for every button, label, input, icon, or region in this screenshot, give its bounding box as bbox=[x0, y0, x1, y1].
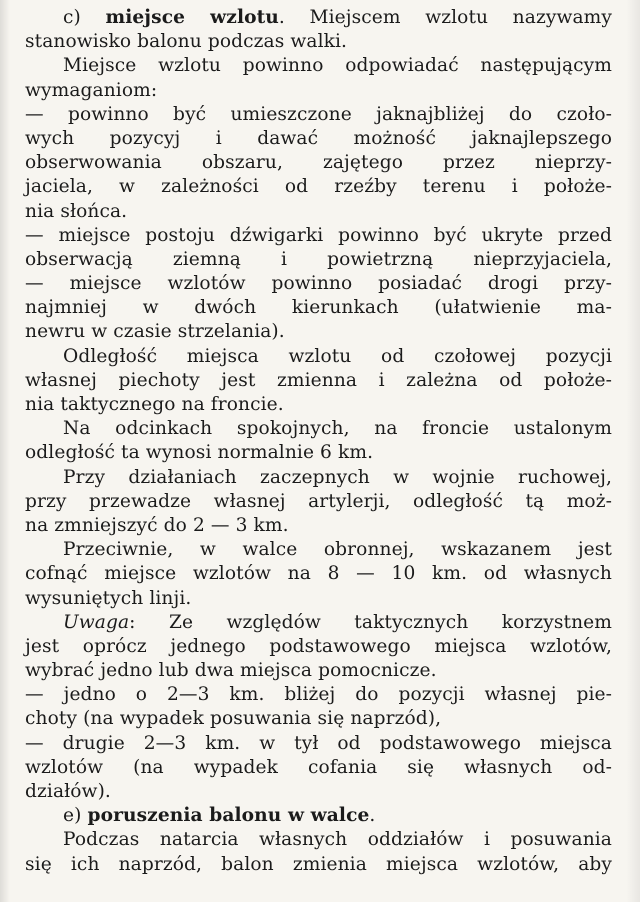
text-line bbox=[25, 828, 612, 852]
text-segment: Odległość miejsca wzlotu od czołowej pozycji bbox=[63, 345, 612, 367]
text-line bbox=[25, 514, 612, 538]
text-line bbox=[25, 538, 612, 562]
text-line bbox=[25, 320, 612, 344]
text-segment: najmniej w dwóch kierunkach (ułatwienie ma- bbox=[25, 297, 612, 319]
text-line bbox=[25, 611, 612, 635]
text-segment: — jedno o 2—3 km. bliżej do pozycji własnej pie- bbox=[25, 684, 612, 706]
text-segment: obserwowania obszaru, zajętego przez nieprzy- bbox=[25, 152, 612, 174]
text-segment: nia taktycznego na froncie. bbox=[25, 394, 284, 415]
text-segment: Przeciwnie, w walce obronnej, wskazanem jest bbox=[63, 539, 612, 561]
text-line bbox=[25, 6, 612, 30]
text-line bbox=[25, 272, 612, 296]
text-segment: wzlotów (na wypadek cofania się własnych od- bbox=[25, 756, 612, 778]
text-segment: jest oprócz jednego podstawowego miejsca wzlotów, bbox=[25, 635, 612, 657]
text-line bbox=[25, 54, 612, 78]
text-line bbox=[25, 369, 612, 393]
text-line bbox=[25, 103, 612, 127]
text-line bbox=[25, 175, 612, 199]
text-segment: wymaganiom: bbox=[25, 79, 158, 101]
text-line bbox=[25, 732, 612, 756]
text-segment: c) bbox=[63, 7, 106, 28]
text-line bbox=[25, 756, 612, 780]
text-line bbox=[25, 417, 612, 441]
text-segment: Na odcinkach spokojnych, na froncie ustalonym bbox=[63, 418, 612, 440]
text-segment: — drugie 2—3 km. w tył od podstawowego miejsca bbox=[25, 732, 612, 754]
bold-heading-text: poruszenia balonu w walce bbox=[87, 805, 370, 827]
text-line bbox=[25, 296, 612, 320]
text-line bbox=[25, 490, 612, 514]
text-line bbox=[25, 659, 612, 683]
text-segment: wych pozycyj i dawać możność jaknajlepszego bbox=[25, 127, 612, 149]
text-segment: odległość ta wynosi normalnie 6 km. bbox=[25, 442, 374, 464]
text-segment: . Miejscem wzlotu nazywamy bbox=[278, 7, 612, 28]
text-segment: przy przewadze własnej artylerji, odległość tą moż- bbox=[25, 490, 612, 512]
text-line bbox=[25, 562, 612, 586]
text-segment: newru w czasie strzelania). bbox=[25, 321, 285, 343]
text-line bbox=[25, 200, 612, 224]
text-line bbox=[25, 853, 612, 877]
text-segment: na zmniejszyć do 2 — 3 km. bbox=[25, 514, 289, 536]
text-line bbox=[25, 224, 612, 248]
text-segment: nia słońca. bbox=[25, 200, 128, 222]
text-line bbox=[25, 151, 612, 175]
text-segment: własnej piechoty jest zmienna i zależna od położe- bbox=[25, 369, 612, 391]
text-line bbox=[25, 393, 612, 417]
text-segment: Podczas natarcia własnych oddziałów i posuwania bbox=[63, 829, 612, 851]
text-line bbox=[25, 30, 612, 54]
text-segment: : Ze względów taktycznych korzystnem bbox=[129, 611, 612, 633]
text-line bbox=[25, 127, 612, 151]
text-line bbox=[25, 707, 612, 731]
text-line bbox=[25, 248, 612, 272]
text-segment: Miejsce wzlotu powinno odpowiadać następującym bbox=[63, 55, 612, 77]
italic-text: Uwaga bbox=[63, 611, 130, 633]
text-segment: obserwacją ziemną i powietrzną nieprzyjaciela, bbox=[25, 248, 612, 270]
text-segment: Przy działaniach zaczepnych w wojnie ruchowej, bbox=[63, 466, 612, 488]
text-line bbox=[25, 635, 612, 659]
text-segment: cofnąć miejsce wzlotów na 8 — 10 km. od własnych bbox=[25, 563, 612, 585]
text-segment: wysuniętych linji. bbox=[25, 587, 192, 609]
text-segment: jaciela, w zależności od rzeźby terenu i położe- bbox=[25, 176, 612, 198]
text-segment: e) bbox=[63, 805, 88, 827]
text-line bbox=[25, 587, 612, 611]
text-line bbox=[25, 466, 612, 490]
text-segment: — miejsce wzlotów powinno posiadać drogi przy- bbox=[25, 273, 612, 295]
text-segment: choty (na wypadek posuwania się naprzód), bbox=[25, 708, 442, 730]
text-line bbox=[25, 345, 612, 369]
text-segment: — powinno być umieszczone jaknajbliżej do czoło- bbox=[25, 103, 612, 125]
text-segment: wybrać jedno lub dwa miejsca pomocnicze. bbox=[25, 660, 437, 682]
bold-heading-text: miejsce wzlotu bbox=[105, 7, 279, 28]
document-body bbox=[25, 6, 612, 877]
text-segment: się ich naprzód, balon zmienia miejsca wzlotów, aby bbox=[25, 853, 612, 875]
text-line bbox=[25, 683, 612, 707]
text-line bbox=[25, 79, 612, 103]
text-line bbox=[25, 804, 612, 828]
text-line bbox=[25, 441, 612, 465]
text-segment: . bbox=[369, 805, 376, 827]
text-segment: stanowisko balonu podczas walki. bbox=[25, 31, 348, 53]
text-line bbox=[25, 780, 612, 804]
text-segment: — miejsce postoju dźwigarki powinno być ukryte przed bbox=[25, 224, 612, 246]
text-segment: działów). bbox=[25, 781, 111, 802]
